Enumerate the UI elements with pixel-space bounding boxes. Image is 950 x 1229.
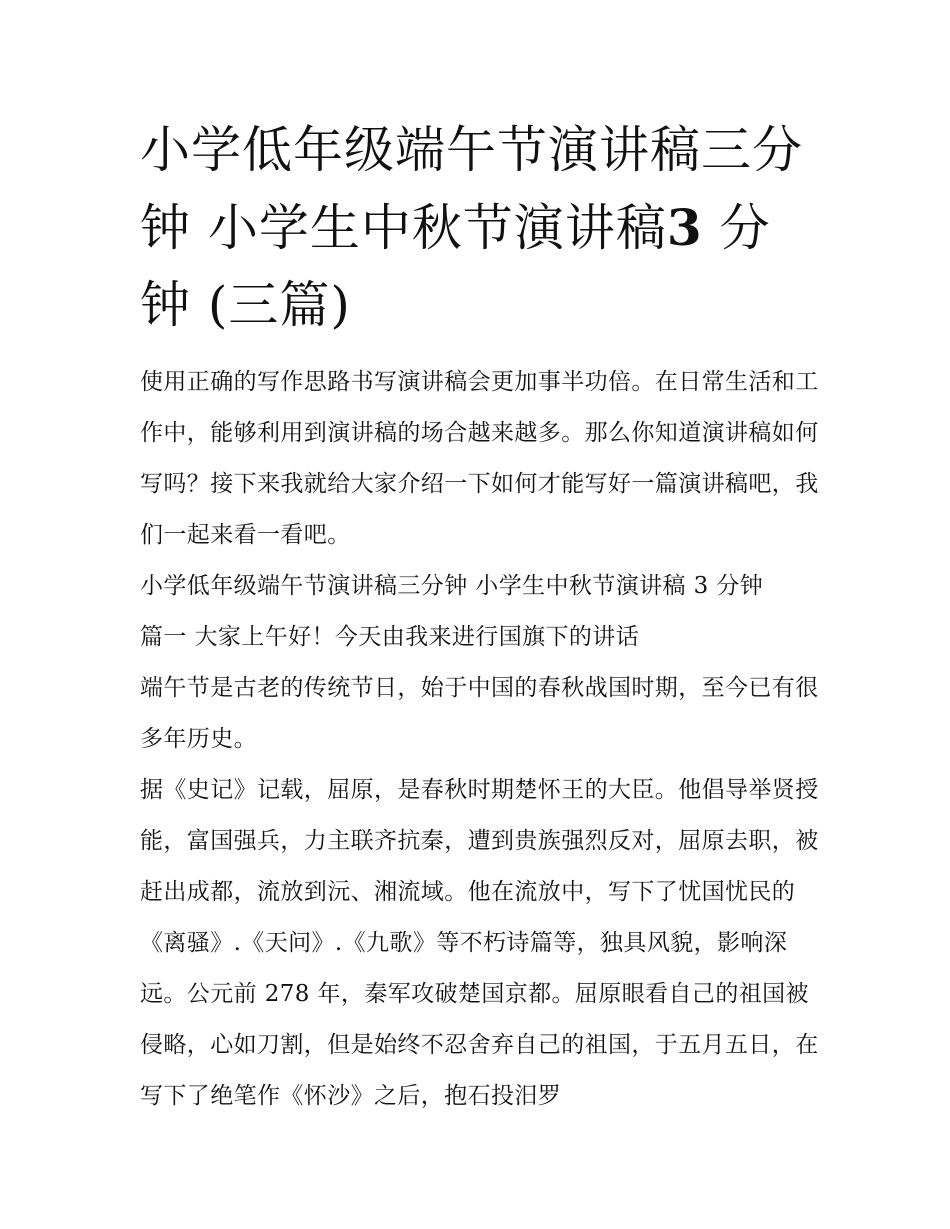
subtitle-line: 小学低年级端午节演讲稿三分钟 小学生中秋节演讲稿 3 分钟 bbox=[140, 573, 764, 599]
intro-paragraph: 使用正确的写作思路书写演讲稿会更加事半功倍。在日常生活和工作中，能够利用到演讲稿的场合越来越多。那么你知道演讲稿如何写吗？接下来我就给大家介绍一下如何才能写好一篇演讲稿吧，我们一起来看一看吧。 bbox=[140, 369, 819, 548]
section-one-opening: 篇一 大家上午好！今天由我来进行国旗下的讲话 bbox=[140, 624, 640, 650]
document-title bbox=[140, 112, 820, 344]
title-text-part1: 小学低年级端午节演讲稿三分钟 小学生中秋节演讲稿 bbox=[140, 121, 803, 257]
body-paragraph: 据《史记》记载，屈原，是春秋时期楚怀王的大臣。他倡导举贤授能，富国强兵，力主联齐抗秦，遭到贵族强烈反对，屈原去职，被赶出成都，流放到沅、湘流域。他在流放中，写下了忧国忧民的《离骚》.《天问》.《九歌》等不朽诗篇等，独具风貌，影响深远。公元前 278 年，秦军攻破楚国京都。屈原眼看自己的祖国被侵略，心如刀割，但是始终不忍舍弃自己的祖国，于五月五日，在写下了绝笔作《怀沙》之后，抱石投汨罗 bbox=[140, 777, 819, 1109]
title-number: 3 bbox=[666, 198, 703, 257]
title-text-part2: 分钟 (三篇) bbox=[140, 199, 771, 334]
document-body bbox=[140, 357, 820, 1122]
body-paragraph: 端午节是古老的传统节日，始于中国的春秋战国时期，至今已有很多年历史。 bbox=[140, 675, 819, 752]
